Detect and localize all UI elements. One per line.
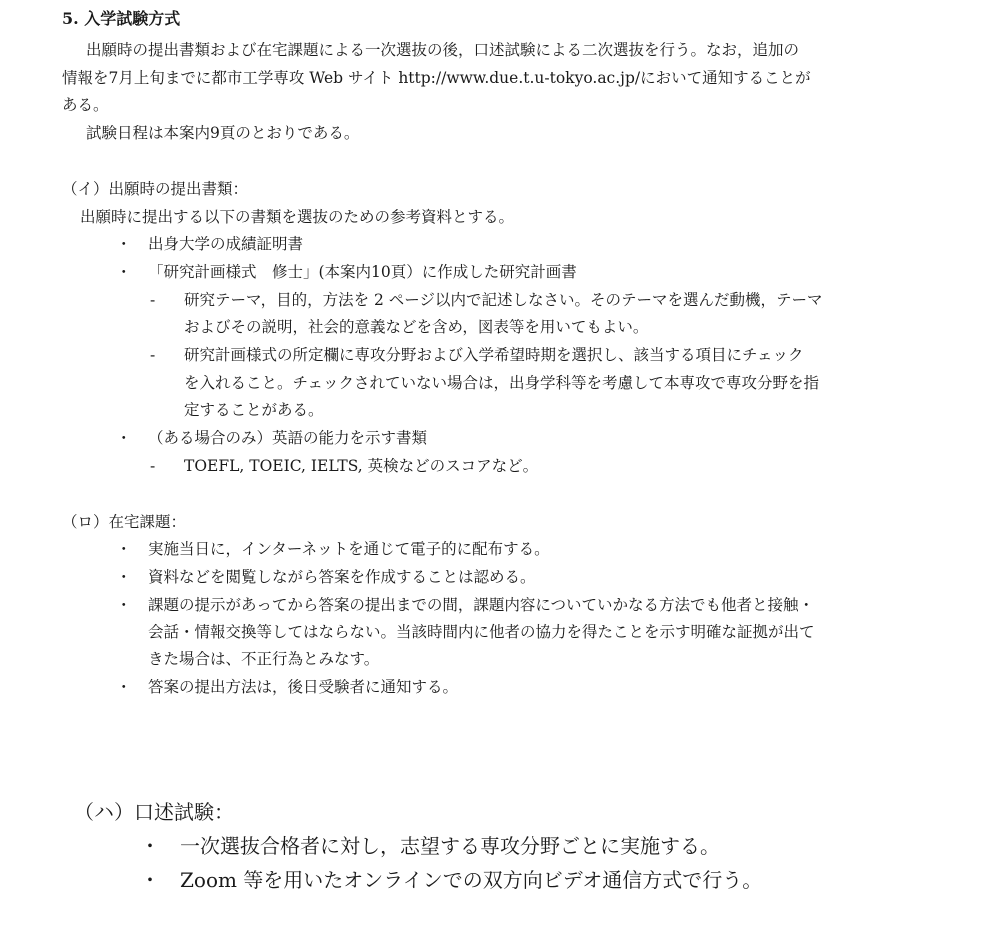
intro-line: ある。 xyxy=(62,96,109,114)
bullet-marker: ・ xyxy=(116,568,132,586)
bullet-marker: ・ xyxy=(116,263,132,281)
sub-item-line: 定することがある。 xyxy=(184,401,324,419)
sub-item-line: TOEFL, TOEIC, IELTS, 英検などのスコアなど。 xyxy=(184,457,539,475)
bullet-marker: ・ xyxy=(116,540,132,558)
bullet-marker: ・ xyxy=(116,596,132,614)
dash-marker: - xyxy=(150,291,156,309)
part-i-title: （イ）出願時の提出書類： xyxy=(62,180,249,198)
bullet-marker: ・ xyxy=(116,678,132,696)
sub-item-line: およびその説明，社会的意義などを含め，図表等を用いてもよい。 xyxy=(184,318,649,336)
list-item: 資料などを閲覧しながら答案を作成することは認める。 xyxy=(148,568,536,586)
list-item: 出身大学の成績証明書 xyxy=(148,235,304,253)
list-item: Zoom 等を用いたオンラインでの双方向ビデオ通信方式で行う。 xyxy=(180,868,763,892)
part-i-intro: 出願時に提出する以下の書類を選抜のための参考資料とする。 xyxy=(80,208,515,226)
section-heading: 5. 入学試験方式 xyxy=(62,9,181,28)
part-ro-title: （ロ）在宅課題： xyxy=(62,513,187,531)
bullet-marker: ・ xyxy=(140,868,160,892)
list-item: 「研究計画様式 修士」(本案内10頁）に作成した研究計画書 xyxy=(148,263,577,281)
list-item: 実施当日に，インターネットを通じて電子的に配布する。 xyxy=(148,540,550,558)
sub-item-line: 研究テーマ，目的，方法を 2 ページ以内で記述しなさい。そのテーマを選んだ動機，テーマ xyxy=(184,291,823,309)
intro-line: 出願時の提出書類および在宅課題による一次選抜の後，口述試験による二次選抜を行う。なお，追加の xyxy=(86,41,800,59)
bullet-marker: ・ xyxy=(116,235,132,253)
part-ha-title: （ハ）口述試験： xyxy=(74,800,234,824)
dash-marker: - xyxy=(150,346,156,364)
list-item-line: 課題の提示があってから答案の提出までの間，課題内容についていかなる方法でも他者と接触・ xyxy=(148,596,815,614)
intro-line: 情報を7月上旬までに都市工学専攻 Web サイト http://www.due.t.u-tokyo.ac.jp/において通知することが xyxy=(62,69,811,87)
dash-marker: - xyxy=(150,457,156,475)
list-item-line: きた場合は、不正行為とみなす。 xyxy=(148,650,380,668)
list-item-line: 会話・情報交換等してはならない。当該時間内に他者の協力を得たことを示す明確な証拠が出て xyxy=(148,623,815,641)
list-item: （ある場合のみ）英語の能力を示す書類 xyxy=(148,429,428,447)
schedule-note: 試験日程は本案内9頁のとおりである。 xyxy=(86,124,360,142)
sub-item-line: 研究計画様式の所定欄に専攻分野および入学希望時期を選択し、該当する項目にチェック xyxy=(184,346,804,364)
bullet-marker: ・ xyxy=(116,429,132,447)
sub-item-line: を入れること。チェックされていない場合は，出身学科等を考慮して本専攻で専攻分野を指 xyxy=(184,374,820,392)
list-item: 一次選抜合格者に対し，志望する専攻分野ごとに実施する。 xyxy=(180,834,720,858)
bullet-marker: ・ xyxy=(140,834,160,858)
list-item: 答案の提出方法は，後日受験者に通知する。 xyxy=(148,678,459,696)
